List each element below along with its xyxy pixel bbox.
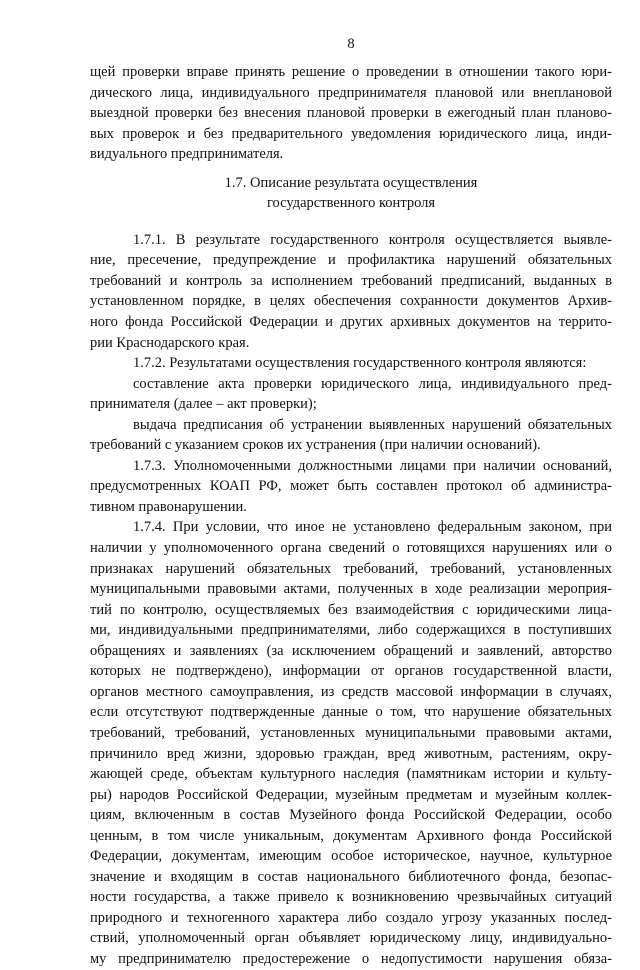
paragraph-line: предусмотренных КОАП РФ, может быть составлен протокол об администра- xyxy=(90,478,612,495)
paragraph xyxy=(90,353,612,374)
paragraph-line: ценным, в том числе уникальным, документам Архивного фонда Российской xyxy=(90,827,612,844)
paragraph-line: 1.7.4. При условии, что иное не установлено федеральным законом, при xyxy=(133,519,612,536)
paragraph-line: ного фонда Российской Федерации и других архивных документов на террито- xyxy=(90,314,612,331)
spacer xyxy=(90,214,612,230)
paragraph-line: если отсутствуют подтвержденные данные о том, что нарушение обязательных xyxy=(90,704,612,721)
paragraph-line: Федерации, документам, имеющим особое историческое, научное, культурное xyxy=(90,848,612,865)
paragraph xyxy=(90,456,612,518)
paragraph-line: тий по контролю, осуществляемых без взаимодействия с юридическими лица- xyxy=(90,601,612,618)
paragraph-line: причинило вред жизни, здоровью граждан, вред животным, растениям, окру- xyxy=(90,745,612,762)
paragraph-line: 1.7.3. Уполномоченными должностными лицами при наличии оснований, xyxy=(133,457,612,474)
paragraph-line: значение и входящим в состав национального библиотечного фонда, безопас- xyxy=(90,868,612,885)
paragraph-line: тивном правонарушении. xyxy=(90,498,247,515)
intro-line: щей проверки вправе принять решение о проведении в отношении такого юри- xyxy=(90,64,612,80)
paragraph-line: которых не подтверждено), информации от органов государственной власти, xyxy=(90,663,612,680)
paragraph-line: ности государства, а также привело к возникновению чрезвычайных ситуаций xyxy=(90,889,612,906)
section-title-line: государственного контроля xyxy=(266,195,436,212)
paragraph xyxy=(90,517,612,969)
section-body xyxy=(90,230,612,970)
spacer xyxy=(90,165,612,173)
paragraph-line: выдача предписания об устранении выявленных нарушений обязательных xyxy=(133,416,612,433)
paragraph-line: наличии у уполномоченного органа сведений о готовящихся нарушениях или о xyxy=(90,540,612,557)
paragraph xyxy=(90,230,612,353)
paragraph xyxy=(90,374,612,415)
section-heading xyxy=(90,173,612,214)
paragraph-line: требований с указанием сроков их устранения (при наличии оснований). xyxy=(90,437,541,454)
paragraph-line: обращениях и заявлениях (за исключением обращений и заявлений, авторство xyxy=(90,642,612,659)
intro-line: вых проверок и без предварительного уведомления юридического лица, инди- xyxy=(90,125,612,142)
paragraph-line: установленном порядке, в целях обеспечения сохранности документов Архив- xyxy=(90,293,612,310)
paragraph-line: требований, требований, установленных муниципальными правовыми актами, xyxy=(90,724,612,741)
intro-line: дического лица, индивидуального предпринимателя плановой или внеплановой xyxy=(90,84,612,101)
paragraph-line: природного и техногенного характера либо создало угрозу указанных послед- xyxy=(90,909,612,926)
paragraph-line: ствий, уполномоченный орган объявляет юридическому лицу, индивидуально- xyxy=(90,930,612,947)
paragraph-line: ние, пресечение, предупреждение и профилактика нарушений обязательных xyxy=(90,252,612,269)
intro-paragraph xyxy=(90,62,612,165)
paragraph-line: 1.7.1. В результате государственного контроля осуществляется выявле- xyxy=(133,231,612,248)
intro-line: выездной проверки без внесения плановой проверки в ежегодный план планово- xyxy=(90,105,612,122)
paragraph-line: му предпринимателю предостережение о недопустимости нарушения обяза- xyxy=(90,950,612,967)
paragraph-line: муниципальными правовыми актами, полученных в ходе реализации мероприя- xyxy=(90,581,612,598)
paragraph-line: циям, включенным в состав Музейного фонда Российской Федерации, особо xyxy=(90,807,612,824)
document-page xyxy=(90,0,612,967)
paragraph-line: принимателя (далее – акт проверки); xyxy=(90,396,317,413)
document-body xyxy=(90,62,612,970)
paragraph-line: ми, индивидуальными предпринимателями, либо содержащихся в поступивших xyxy=(90,622,612,639)
paragraph-line: 1.7.2. Результатами осуществления государственного контроля являются: xyxy=(133,355,587,372)
intro-line: видуального предпринимателя. xyxy=(90,146,284,163)
paragraph-line: требований и контроль за исполнением требований предписаний, выданных в xyxy=(90,272,612,289)
section-title-line: 1.7. Описание результата осуществления xyxy=(224,174,478,191)
paragraph-line: ры) народов Российской Федерации, музейным предметам и музейным коллек- xyxy=(90,786,612,803)
page-number: 8 xyxy=(347,36,355,52)
paragraph-line: органов местного самоуправления, из средств массовой информации в случаях, xyxy=(90,683,612,700)
paragraph xyxy=(90,415,612,456)
paragraph-line: рии Краснодарского края. xyxy=(90,334,250,351)
paragraph-line: признаках нарушений обязательных требований, требований, установленных xyxy=(90,560,612,577)
paragraph-line: составление акта проверки юридического лица, индивидуального пред- xyxy=(133,375,612,392)
paragraph-line: жающей среде, объектам культурного наследия (памятникам истории и культу- xyxy=(90,766,612,783)
